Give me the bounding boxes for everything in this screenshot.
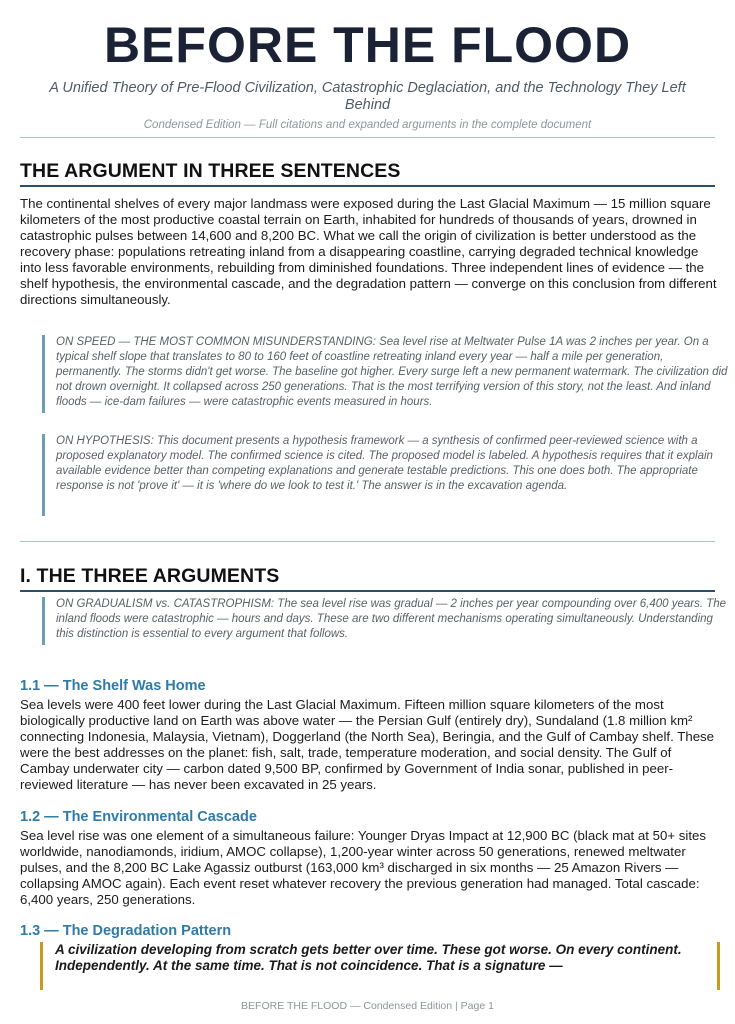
document-subtitle: A Unified Theory of Pre-Flood Civilization, Catastrophic Deglaciation, and the Technology They Left Behind bbox=[49, 80, 686, 113]
section-heading-rule bbox=[20, 590, 715, 592]
document-title: BEFORE THE FLOOD bbox=[103, 17, 632, 73]
degradation-callout: A civilization developing from scratch gets better over time. These got worse. On every continent. Independently. At the same time. That is not coincidence. That is a signature — bbox=[40, 942, 720, 990]
cascade-paragraph: Sea level rise was one element of a simultaneous failure: Younger Dryas Impact at 12,900 BC (black mat at 50+ sites worldwide, nanodiamonds, iridium, AMOC collapse), 1,200-year winter across 50 generations, renewed meltwater pulses, and the 8,200 BC Lake Agassiz outburst (163,000 km³ discharged in six months — 25 Amazon Rivers — collapsing AMOC again). Each event reset whatever recovery the previous generation had managed. Total cascade: 6,400 years, 250 generations. bbox=[20, 828, 707, 907]
section-heading-three-arguments: I. THE THREE ARGUMENTS bbox=[20, 565, 280, 587]
section-divider bbox=[20, 541, 715, 542]
section-heading-argument: THE ARGUMENT IN THREE SENTENCES bbox=[20, 160, 401, 182]
page-footer: BEFORE THE FLOOD — Condensed Edition | Page 1 bbox=[241, 1000, 494, 1012]
section-heading-rule bbox=[20, 185, 715, 187]
subsection-heading-degradation: 1.3 — The Degradation Pattern bbox=[20, 923, 232, 939]
edition-note: Condensed Edition — Full citations and expanded arguments in the complete document bbox=[143, 119, 592, 131]
header-divider bbox=[20, 137, 715, 138]
subsection-heading-cascade: 1.2 — The Environmental Cascade bbox=[20, 809, 257, 825]
callout-gradualism: ON GRADUALISM vs. CATASTROPHISM: The sea level rise was gradual — 2 inches per year compounding over 6,400 years. The inland floods were catastrophic — hours and days. These are two different mechanisms operating simultaneously. Understanding this distinction is essential to every argument that follows. bbox=[42, 597, 732, 645]
shelf-paragraph: Sea levels were 400 feet lower during the Last Glacial Maximum. Fifteen million square kilometers of the most biologically productive land on Earth was above water — the Persian Gulf (entirely dry), Sundaland (1.8 million km² connecting Indonesia, Malaysia, Vietnam), Doggerland (the North Sea), Beringia, and the Gulf of Cambay shelf. These were the best addresses on the planet: fish, salt, trade, temperature moderation, and social density. The Gulf of Cambay underwater city — carbon dated 9,500 BP, confirmed by Government of India sonar, published in peer-reviewed literature — has never been excavated in 25 years. bbox=[20, 697, 715, 792]
subsection-heading-shelf: 1.1 — The Shelf Was Home bbox=[20, 678, 206, 694]
argument-paragraph: The continental shelves of every major landmass were exposed during the Last Glacial Maximum — 15 million square kilometers of the most productive coastal terrain on Earth, inhabited for hundreds of thousands of years, drowned in catastrophic pulses between 14,600 and 8,200 BC. What we call the origin of civilization is better understood as the recovery phase: populations retreating inland from a disappearing coastline, carrying degraded technical knowledge into less favorable environments, rebuilding from diminished foundations. Three independent lines of evidence — the shelf hypothesis, the environmental cascade, and the degradation pattern — converge on this conclusion from different directions simultaneously. bbox=[20, 196, 717, 307]
callout-speed: ON SPEED — THE MOST COMMON MISUNDERSTANDING: Sea level rise at Meltwater Pulse 1A was 2 inches per year. On a typical shelf slope that translates to 80 to 160 feet of coastline retreating inland every year — half a mile per generation, permanently. The storms didn't get worse. The baseline got higher. Every surge left a new permanent watermark. The civilization did not drown overnight. It collapsed across 250 generations. That is the most terrifying version of this story, not the least. And inland floods — ice-dam failures — were catastrophic events measured in hours. bbox=[42, 335, 732, 413]
callout-hypothesis: ON HYPOTHESIS: This document presents a hypothesis framework — a synthesis of confirmed peer-reviewed science with a proposed explanatory model. The confirmed science is cited. The proposed model is labeled. A hypothesis requires that it explain available evidence better than competing explanations and generate testable predictions. This one does both. The appropriate response is not 'prove it' — it is 'where do we look to test it.' The answer is in the excavation agenda. bbox=[42, 434, 732, 516]
